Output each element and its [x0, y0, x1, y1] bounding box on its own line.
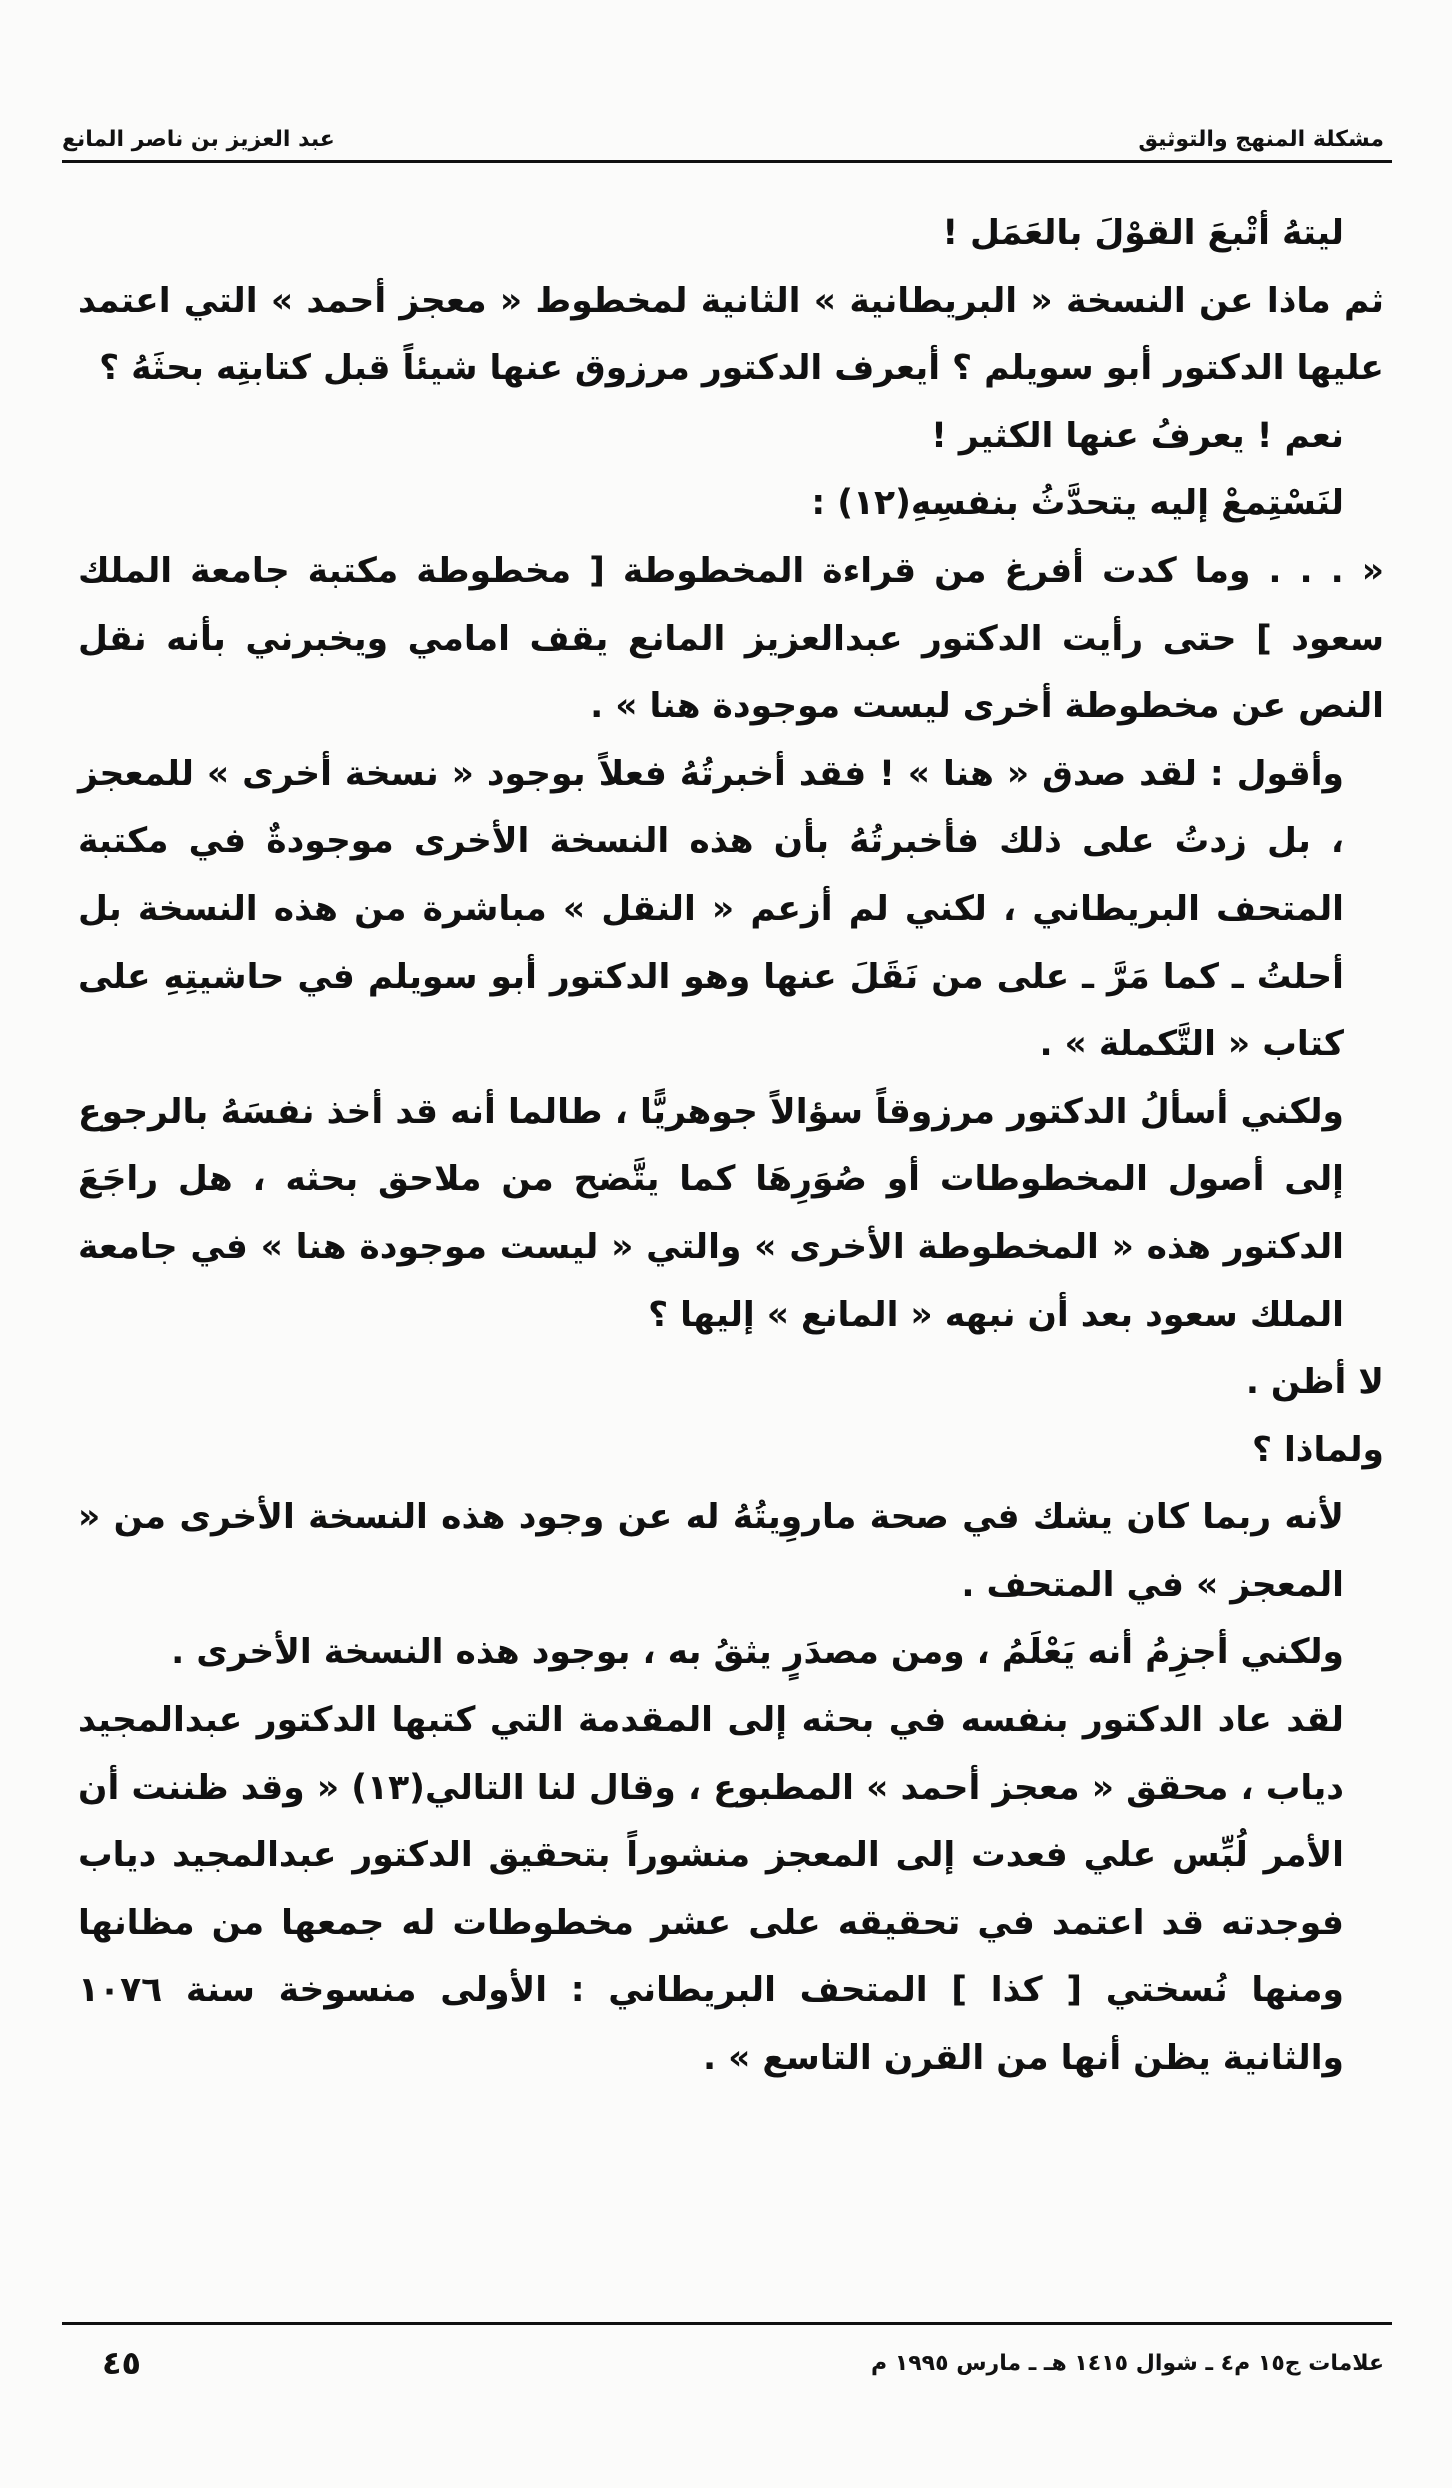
- paragraph: ولماذا ؟: [1251, 1429, 1384, 1470]
- paragraph: لا أظن .: [1245, 1362, 1384, 1403]
- journal-citation: علامات ج١٥ م٤ ـ شوال ١٤١٥ هـ ـ مارس ١٩٩٥ م: [871, 2350, 1384, 2376]
- paragraph: وأقول : لقد صدق « هنا » ! فقد أخبرتُهُ فعلاً بوجود « نسخة أخرى » للمعجز ، بل زدتُ على ذلك فأخبرتُهُ بأن هذه النسخة الأخرى موجودةٌ في مكتبة المتحف البريطاني ، لكني لم أزعم « النقل » مباشرة من هذه النسخة بل أحلتُ ـ كما مَرَّ ـ على من نَقَلَ عنها وهو الدكتور أبو سويلم في حاشيتِهِ على كتاب « التَّكملة » .: [78, 753, 1344, 1065]
- footer-rule: [62, 2322, 1392, 2325]
- page-number: ٤٥: [102, 2344, 142, 2382]
- quoted-paragraph: « . . . وما كدت أفرغ من قراءة المخطوطة [ مخطوطة مكتبة جامعة الملك سعود ] حتى رأيت الدكتور عبدالعزيز المانع يقف امامي ويخبرني بأنه نقل النص عن مخطوطة أخرى ليست موجودة هنا » .: [78, 550, 1384, 727]
- running-head: [62, 108, 1384, 152]
- running-head-author: عبد العزيز بن ناصر المانع: [62, 127, 335, 152]
- paragraph: ولكني أجزِمُ أنه يَعْلَمُ ، ومن مصدَرٍ يثقُ به ، بوجود هذه النسخة الأخرى .: [171, 1632, 1344, 1673]
- header-rule: [62, 160, 1392, 163]
- paragraph: لأنه ربما كان يشك في صحة ماروِيتُهُ له عن وجود هذه النسخة الأخرى من « المعجز » في المتحف .: [78, 1497, 1344, 1605]
- paragraph: لقد عاد الدكتور بنفسه في بحثه إلى المقدمة التي كتبها الدكتور عبدالمجيد دياب ، محقق « معجز أحمد » المطبوع ، وقال لنا التالي(١٣) « وقد ظننت أن الأمر لُبِّس علي فعدت إلى المعجز منشوراً بتحقيق الدكتور عبدالمجيد دياب فوجدته قد اعتمد في تحقيقه على عشر مخطوطات له جمعها من مظانها ومنها نُسختي [ كذا ] المتحف البريطاني : الأولى منسوخة سنة ١٠٧٦ والثانية يظن أنها من القرن التاسع » .: [78, 1700, 1344, 2079]
- paragraph: ولكني أسألُ الدكتور مرزوقاً سؤالاً جوهريًّا ، طالما أنه قد أخذ نفسَهُ بالرجوع إلى أصول المخطوطات أو صُوَرِهَا كما يتَّضح من ملاحق بحثه ، هل راجَعَ الدكتور هذه « المخطوطة الأخرى » والتي « ليست موجودة هنا » في جامعة الملك سعود بعد أن نبهه « المانع » إليها ؟: [78, 1091, 1344, 1335]
- body-text: [78, 200, 1384, 2093]
- paragraph: نعم ! يعرفُ عنها الكثير !: [931, 415, 1344, 456]
- paragraph: ليتهُ أتْبعَ القوْلَ بالعَمَل !: [942, 213, 1344, 253]
- paragraph: لنَسْتِمعْ إليه يتحدَّثُ بنفسِهِ(١٢) :: [811, 483, 1344, 524]
- footer: [62, 2338, 1384, 2388]
- running-head-title: مشكلة المنهج والتوثيق: [1138, 127, 1384, 152]
- paragraph: ثم ماذا عن النسخة « البريطانية » الثانية لمخطوط « معجز أحمد » التي اعتمد عليها الدكتور أبو سويلم ؟ أيعرف الدكتور مرزوق عنها شيئاً قبل كتابتِه بحثَهُ ؟: [78, 280, 1384, 389]
